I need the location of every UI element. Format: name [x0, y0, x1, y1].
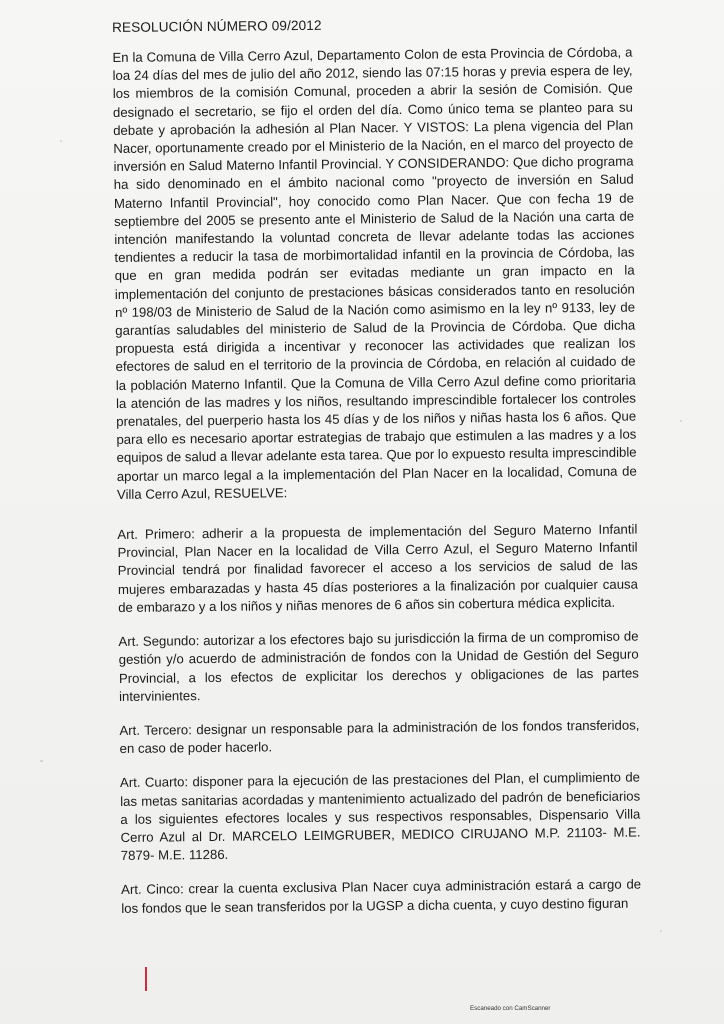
document-body — [112, 15, 642, 934]
scan-speck — [60, 140, 62, 142]
scan-speck — [680, 420, 682, 422]
article-segundo: Art. Segundo: autorizar a los efectores bajo su jurisdicción la firma de un compromiso de gestión y/o acuerdo de administración de fondos con la Unidad de Gestión del Seguro Provincial, a los efectos de explicitar los derechos y obligaciones de las partes intervinientes. — [118, 628, 639, 704]
intro-paragraph: En la Comuna de Villa Cerro Azul, Departamento Colon de esta Provincia de Córdoba, a loa 24 días del mes de julio del año 2012, siendo las 07:15 horas y previa espera de ley, los miembros de la comisión Comunal, proceden a abrir la sesión de Comisión. Que designado el secretario, se fijo el orden del día. Como único tema se planteo para su debate y aprobación la adhesión al Plan Nacer. Y VISTOS: La plena vigencia del Plan Nacer, oportunamente creado por el Ministerio de la Nación, en el marco del proyecto de inversión en Salud Materno Infantil Provincial. Y CONSIDERANDO: Que dicho programa ha sido denominado en el ámbito nacional como "proyecto de inversión en Salud Materno Infantil Provincial", hoy conocido como Plan Nacer. Que con fecha 19 de septiembre del 2005 se presento ante el Ministerio de Salud de la Nación una carta de intención manifestando la voluntad concreta de llevar adelante todas las acciones tendientes a reducir la tasa de morbimortalidad infantil en la provincia de Córdoba, las que en gran medida podrán ser evitadas mediante un gran impacto en la implementación del conjunto de prestaciones básicas considerados tanto en resolución nº 198/03 de Ministerio de Salud de la Nación como asimismo en la ley nº 9133, ley de garantías saludables del ministerio de Salud de la Provincia de Córdoba. Que dicha propuesta está dirigida a incentivar y reconocer las actividades que realizan los efectores de salud en el territorio de la provincia de Córdoba, en relación al cuidado de la población Materno Infantil. Que la Comuna de Villa Cerro Azul define como prioritaria la atención de las madres y los niños, resultando imprescindible fortalecer los controles prenatales, del puerperio hasta los 45 días y de los niños y niñas hasta los 6 años. Que para ello es necesario aportar estrategias de trabajo que estimulen a las madres y a los equipos de salud a llevar adelante esta tarea. Que por lo expuesto resulta imprescindible aportar un marco legal a la implementación del Plan Nacer en la localidad, Comuna de Villa Cerro Azul, RESUELVE: — [112, 44, 637, 502]
red-pen-mark — [145, 967, 147, 991]
scan-speck — [40, 760, 43, 762]
scanner-watermark: Escaneado con CamScanner — [470, 1005, 551, 1012]
scan-speck — [660, 930, 662, 932]
article-primero: Art. Primero: adherir a la propuesta de implementación del Seguro Materno Infantil Provincial, Plan Nacer en la localidad de Villa Cerro Azul, el Seguro Materno Infantil Provincial tendrá por finalidad favorecer el acceso a los servicios de salud de las mujeres embarazadas y hasta 45 días posteriores a la finalización por cualquier causa de embarazo y a los niños y niñas menores de 6 años sin cobertura médica explicita. — [117, 521, 639, 615]
article-tercero: Art. Tercero: designar un responsable para la administración de los fondos transferidos, en caso de poder hacerlo. — [119, 717, 640, 757]
article-cinco: Art. Cinco: crear la cuenta exclusiva Plan Nacer cuya administración estará a cargo de los fondos que le sean transferidos por la UGSP a dicha cuenta, y cuyo destino figuran — [121, 876, 642, 916]
article-cuarto: Art. Cuarto: disponer para la ejecución de las prestaciones del Plan, el cumplimiento de las metas sanitarias acordadas y mantenimiento actualizado del padrón de beneficiarios a los siguientes efectores locales y sus respectivos responsables, Dispensario Villa Cerro Azul al Dr. MARCELO LEIMGRUBER, MEDICO CIRUJANO M.P. 21103- M.E. 7879- M.E. 11286. — [119, 769, 641, 864]
document-title: RESOLUCIÓN NÚMERO 09/2012 — [112, 17, 322, 35]
